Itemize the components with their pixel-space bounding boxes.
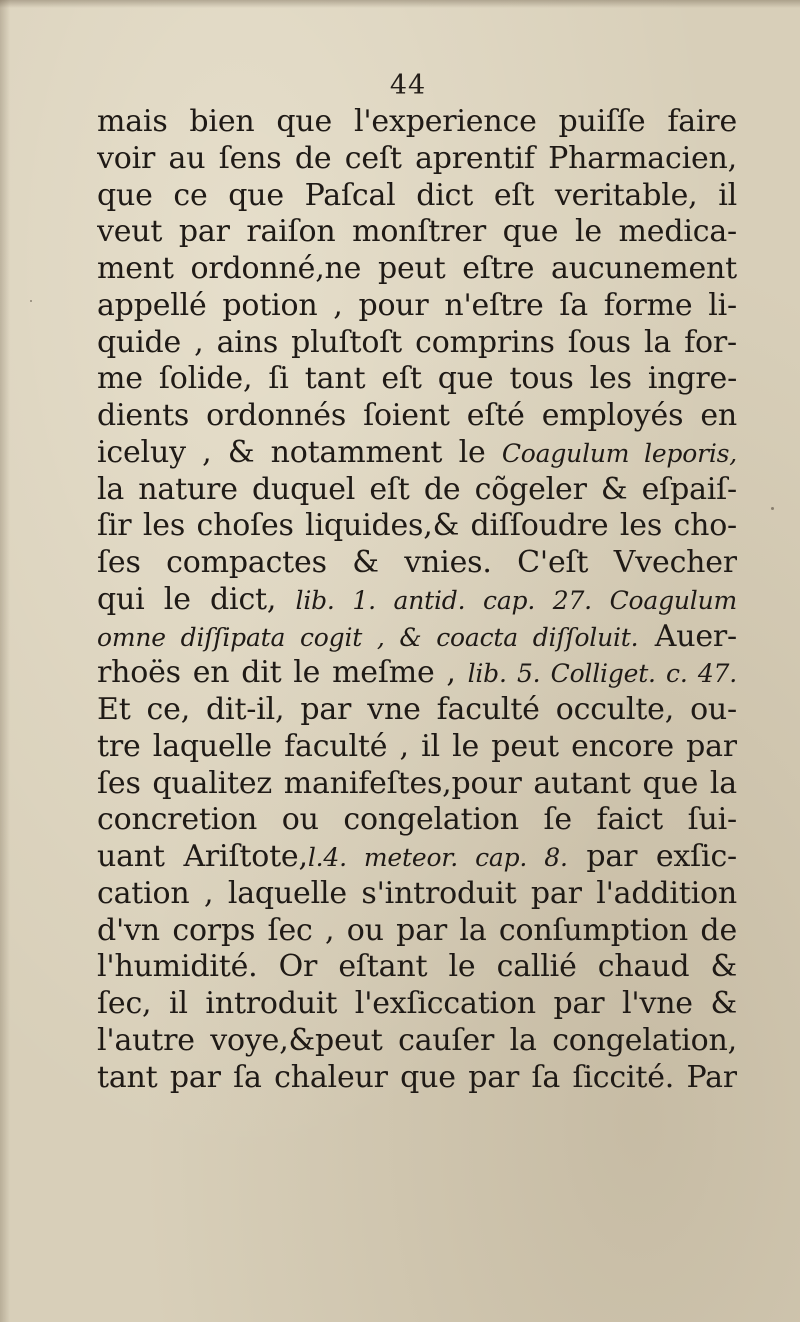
text-line: appellé potion , pour n'eſtre ſa forme li-	[97, 287, 737, 323]
text-line: veut par raiſon monſtrer que le medica-	[97, 214, 737, 250]
text-line: l'humidité. Or eſtant le callié chaud &	[97, 949, 737, 985]
page-number: 44	[389, 70, 427, 101]
text-line: la nature duquel eſt de cõgeler & eſpaiſ-	[97, 471, 737, 507]
paper-speck	[771, 507, 774, 510]
text-line: rhoës en dit le meſme , lib. 5. Colliget. c. 47.	[97, 655, 737, 691]
text-line: tant par ſa chaleur que par ſa ſiccité. Par	[97, 1059, 737, 1095]
text-line: d'vn corps ſec , ou par la conſumption de	[97, 912, 737, 948]
text-line: iceluy , & notamment le Coagulum leporis,	[97, 434, 737, 470]
text-line: que ce que Paſcal dict eſt veritable, il	[97, 177, 737, 213]
text-line: concretion ou congelation ſe faict ſui-	[97, 802, 737, 838]
text-line: ſir les choſes liquides,& diſſoudre les cho-	[97, 508, 737, 544]
text-line: ment ordonné,ne peut eſtre aucunement	[97, 251, 737, 286]
text-line: ſes compactes & vnies. C'eſt Vvecher	[97, 545, 737, 580]
text-line: me ſolide, ſi tant eſt que tous les ingre-	[97, 361, 737, 397]
text-line: ſec, il introduit l'exſiccation par l'vne &	[97, 986, 737, 1021]
text-line: tre laquelle faculté , il le peut encore par	[97, 728, 737, 764]
text-line: l'autre voye,&peut cauſer la congelation,	[97, 1022, 737, 1058]
text-line: dients ordonnés ſoient eſté employés en	[97, 398, 737, 433]
text-line: ſes qualitez manifeſtes,pour autant que la	[97, 765, 737, 801]
text-line: voir au ſens de ceſt aprentif Pharmacien,	[97, 140, 737, 176]
text-line: qui le dict, lib. 1. antid. cap. 27. Coagulum	[97, 581, 737, 617]
page-edge-shadow-top	[0, 0, 800, 8]
text-line: mais bien que l'experience puiſſe faire	[97, 104, 737, 139]
text-line: quide , ains pluſtoſt comprins ſous la for-	[97, 324, 737, 360]
text-line: Et ce, dit-il, par vne faculté occulte, ou-	[97, 692, 737, 727]
text-line: uant Ariſtote,l.4. meteor. cap. 8. par exſic-	[97, 839, 737, 874]
text-line: omne diſſipata cogit , & coacta diſſoluit. Auer-	[97, 618, 737, 654]
paper-speck	[30, 300, 32, 302]
text-line: cation , laquelle s'introduit par l'addition	[97, 875, 737, 911]
page-edge-shadow-left	[0, 0, 10, 1322]
body-text	[97, 104, 737, 1096]
